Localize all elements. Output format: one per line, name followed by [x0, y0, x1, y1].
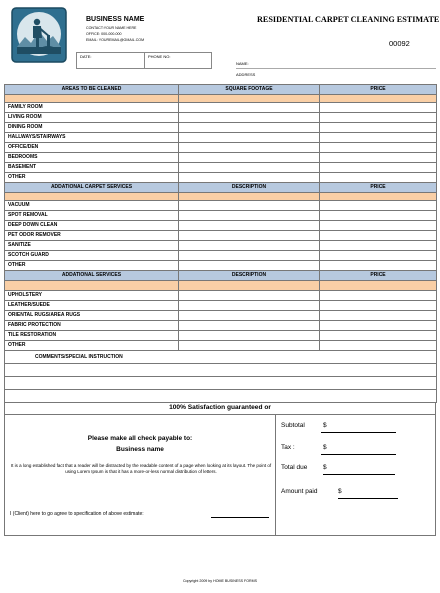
price-cell[interactable] [320, 331, 437, 341]
areas-table [4, 84, 437, 183]
table-row [5, 331, 437, 341]
description-cell[interactable] [179, 341, 320, 351]
estimate-title: RESIDENTIAL CARPET CLEANING ESTIMATE [257, 15, 440, 24]
comments-line [5, 377, 437, 390]
comments-input[interactable] [5, 377, 437, 390]
spacer-row [5, 193, 437, 201]
date-phone-box [76, 52, 212, 69]
areas-header-row [5, 85, 437, 95]
satisfaction-guarantee: 100% Satisfaction guaranteed or [4, 402, 436, 415]
estimate-number: 00092 [389, 39, 410, 48]
price-cell[interactable] [320, 301, 437, 311]
comments-input[interactable] [5, 364, 437, 377]
table-row [5, 201, 437, 211]
address-label: ADDRESS [236, 72, 256, 77]
row-label: VACUUM [5, 201, 179, 211]
row-label: BEDROOMS [5, 153, 179, 163]
sqft-cell[interactable] [179, 103, 320, 113]
table-row [5, 341, 437, 351]
services-table [4, 270, 437, 403]
carpet-services-header-row [5, 183, 437, 193]
name-label: NAME: [236, 61, 249, 66]
row-label: OFFICE/DEN [5, 143, 179, 153]
amount-paid-label: Amount paid [281, 488, 318, 495]
spacer-row [5, 95, 437, 103]
description-cell[interactable] [179, 301, 320, 311]
business-name: BUSINESS NAME [86, 16, 145, 23]
date-label: DATE: [80, 54, 92, 59]
email-address: EMAIL: YOUREMAIL@GMAIL.COM [86, 38, 145, 42]
tax-label: Tax : [281, 444, 295, 451]
price-cell[interactable] [320, 231, 437, 241]
description-cell[interactable] [179, 201, 320, 211]
price-cell[interactable] [320, 201, 437, 211]
amount-paid-currency: $ [338, 488, 342, 495]
price-cell[interactable] [320, 173, 437, 183]
price-cell[interactable] [320, 163, 437, 173]
price-cell[interactable] [320, 241, 437, 251]
sqft-cell[interactable] [179, 143, 320, 153]
table-row [5, 241, 437, 251]
price-header: PRICE [320, 85, 437, 95]
table-row [5, 123, 437, 133]
table-row [5, 163, 437, 173]
row-label: LEATHER/SUEDE [5, 301, 179, 311]
comments-row [5, 351, 437, 364]
office-phone: OFFICE: 000-000-000 [86, 32, 122, 36]
price-cell[interactable] [320, 311, 437, 321]
payment-box [4, 415, 436, 536]
name-line[interactable] [236, 68, 436, 69]
price-cell[interactable] [320, 123, 437, 133]
description-cell[interactable] [179, 261, 320, 271]
row-label: LIVING ROOM [5, 113, 179, 123]
row-label: DINING ROOM [5, 123, 179, 133]
comments-line [5, 364, 437, 377]
subtotal-currency: $ [323, 422, 327, 429]
table-row [5, 103, 437, 113]
price-cell[interactable] [320, 341, 437, 351]
sqft-cell[interactable] [179, 123, 320, 133]
description-cell[interactable] [179, 231, 320, 241]
comments-label-cell [5, 351, 437, 364]
row-label: ORIENTAL RUGS/AREA RUGS [5, 311, 179, 321]
row-label: SCOTCH GUARD [5, 251, 179, 261]
price-cell[interactable] [320, 211, 437, 221]
spacer-row [5, 281, 437, 291]
description-header: DESCRIPTION [179, 271, 320, 281]
row-label: PET ODOR REMOVER [5, 231, 179, 241]
price-header: PRICE [320, 271, 437, 281]
price-cell[interactable] [320, 291, 437, 301]
subtotal-label: Subtotal [281, 422, 305, 429]
table-row [5, 231, 437, 241]
contact-name: CONTACT:YOUR NAME HERE [86, 26, 137, 30]
total-due-currency: $ [323, 464, 327, 471]
description-cell[interactable] [179, 251, 320, 261]
sqft-cell[interactable] [179, 133, 320, 143]
row-label: OTHER [5, 261, 179, 271]
services-header-row [5, 271, 437, 281]
description-cell[interactable] [179, 211, 320, 221]
sqft-cell[interactable] [179, 163, 320, 173]
row-label: FAMILY ROOM [5, 103, 179, 113]
payment-divider [275, 415, 276, 535]
sqft-cell[interactable] [179, 153, 320, 163]
client-agreement: I (Client) here to go agree to specification of above estimate: [10, 511, 144, 517]
amount-paid-line[interactable] [338, 498, 398, 499]
price-cell[interactable] [320, 261, 437, 271]
row-label: BASEMENT [5, 163, 179, 173]
price-cell[interactable] [320, 113, 437, 123]
table-row [5, 311, 437, 321]
total-due-line[interactable] [323, 474, 395, 475]
price-cell[interactable] [320, 133, 437, 143]
table-row [5, 143, 437, 153]
description-cell[interactable] [179, 291, 320, 301]
price-cell[interactable] [320, 103, 437, 113]
price-cell[interactable] [320, 251, 437, 261]
sqft-header: SQUARE FOOTAGE [179, 85, 320, 95]
comments-line [5, 390, 437, 403]
row-label: OTHER [5, 341, 179, 351]
table-row [5, 321, 437, 331]
description-cell[interactable] [179, 331, 320, 341]
tax-line[interactable] [321, 454, 396, 455]
date-phone-divider [144, 53, 145, 68]
table-row [5, 251, 437, 261]
carpet-cleaner-logo-icon [11, 7, 67, 63]
description-cell[interactable] [179, 241, 320, 251]
carpet-services-header: ADDATIONAL CARPET SERVICES [5, 183, 179, 193]
row-label: SANITIZE [5, 241, 179, 251]
table-row [5, 291, 437, 301]
comments-input[interactable] [5, 390, 437, 403]
price-cell[interactable] [320, 221, 437, 231]
row-label: FABRIC PROTECTION [5, 321, 179, 331]
carpet-services-table [4, 182, 437, 271]
terms-text: It is a long established fact that a reader will be distracted by the readable content of a page when looking at its layout. The point of using Lorem Ipsum is that it has a more-or-less normal distribution of letters. [10, 463, 272, 474]
table-row [5, 173, 437, 183]
comments-label: COMMENTS/SPECIAL INSTRUCTION [35, 353, 123, 360]
table-row [5, 133, 437, 143]
price-cell[interactable] [320, 143, 437, 153]
description-cell[interactable] [179, 221, 320, 231]
description-cell[interactable] [179, 321, 320, 331]
table-row [5, 153, 437, 163]
row-label: UPHOLSTERY [5, 291, 179, 301]
price-header: PRICE [320, 183, 437, 193]
table-row [5, 211, 437, 221]
description-header: DESCRIPTION [179, 183, 320, 193]
price-cell[interactable] [320, 153, 437, 163]
table-row [5, 301, 437, 311]
table-row [5, 221, 437, 231]
price-cell[interactable] [320, 321, 437, 331]
row-label: DEEP DOWN CLEAN [5, 221, 179, 231]
copyright-footer: Copyright 2009 by HOME BUSINESS FORMS [182, 579, 258, 583]
payable-to-label: Please make all check payable to: [87, 435, 193, 442]
table-row [5, 261, 437, 271]
services-header: ADDATIONAL SERVICES [5, 271, 179, 281]
sqft-cell[interactable] [179, 113, 320, 123]
tax-currency: $ [323, 444, 327, 451]
sqft-cell[interactable] [179, 173, 320, 183]
phone-label: PHONE NO: [148, 54, 171, 59]
table-row [5, 113, 437, 123]
row-label: SPOT REMOVAL [5, 211, 179, 221]
areas-header: AREAS TO BE CLEANED [5, 85, 179, 95]
payable-business-name: Business name [116, 446, 164, 453]
row-label: TILE RESTORATION [5, 331, 179, 341]
row-label: HALLWAYS/STAIRWAYS [5, 133, 179, 143]
subtotal-line[interactable] [321, 432, 396, 433]
row-label: OTHER [5, 173, 179, 183]
client-signature-line[interactable] [211, 517, 269, 518]
description-cell[interactable] [179, 311, 320, 321]
total-due-label: Total due [281, 464, 308, 471]
